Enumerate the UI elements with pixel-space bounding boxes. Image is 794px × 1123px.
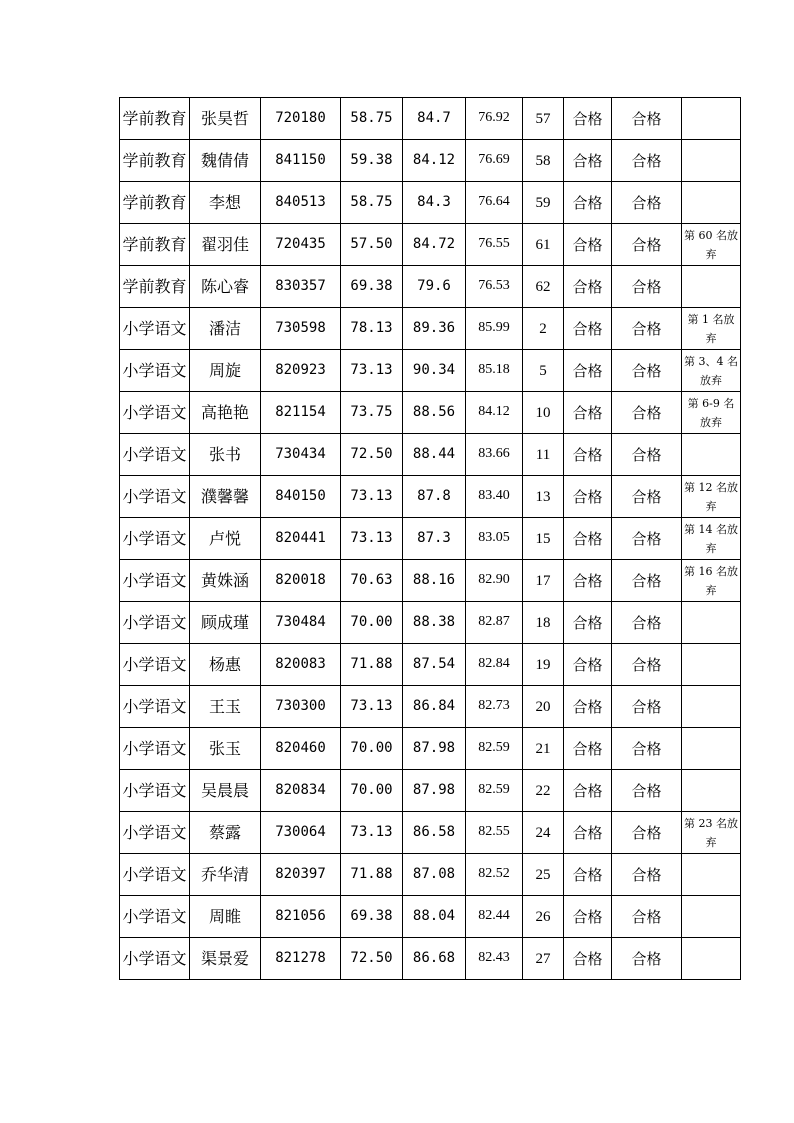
remark-cell: 第 16 名放弃 [682,560,741,602]
total-score-cell: 76.53 [466,266,523,308]
rank-cell: 19 [523,644,564,686]
exam-id-cell: 820397 [261,854,341,896]
written-score-cell: 71.88 [341,644,403,686]
name-cell: 陈心睿 [190,266,261,308]
name-cell: 周睢 [190,896,261,938]
remark-cell [682,770,741,812]
subject-cell: 学前教育 [120,140,190,182]
total-score-cell: 76.64 [466,182,523,224]
inspection-cell: 合格 [612,308,682,350]
exam-id-cell: 840150 [261,476,341,518]
physical-exam-cell: 合格 [564,560,612,602]
exam-id-cell: 730064 [261,812,341,854]
rank-cell: 18 [523,602,564,644]
inspection-cell: 合格 [612,812,682,854]
written-score-cell: 69.38 [341,896,403,938]
name-cell: 李想 [190,182,261,224]
total-score-cell: 82.43 [466,938,523,980]
written-score-cell: 57.50 [341,224,403,266]
subject-cell: 小学语文 [120,518,190,560]
exam-id-cell: 830357 [261,266,341,308]
subject-cell: 小学语文 [120,602,190,644]
name-cell: 王玉 [190,686,261,728]
name-cell: 杨惠 [190,644,261,686]
name-cell: 周旋 [190,350,261,392]
exam-id-cell: 820018 [261,560,341,602]
written-score-cell: 72.50 [341,434,403,476]
remark-cell [682,434,741,476]
exam-id-cell: 730300 [261,686,341,728]
rank-cell: 62 [523,266,564,308]
physical-exam-cell: 合格 [564,518,612,560]
subject-cell: 小学语文 [120,350,190,392]
name-cell: 蔡露 [190,812,261,854]
physical-exam-cell: 合格 [564,602,612,644]
subject-cell: 小学语文 [120,938,190,980]
interview-score-cell: 88.56 [403,392,466,434]
exam-id-cell: 820834 [261,770,341,812]
inspection-cell: 合格 [612,224,682,266]
name-cell: 卢悦 [190,518,261,560]
name-cell: 张书 [190,434,261,476]
table-row [120,938,741,980]
table-row [120,434,741,476]
remark-cell: 第 3、4 名放弃 [682,350,741,392]
name-cell: 濮馨馨 [190,476,261,518]
total-score-cell: 83.40 [466,476,523,518]
physical-exam-cell: 合格 [564,812,612,854]
remark-cell [682,98,741,140]
physical-exam-cell: 合格 [564,224,612,266]
rank-cell: 17 [523,560,564,602]
remark-cell: 第 12 名放弃 [682,476,741,518]
inspection-cell: 合格 [612,182,682,224]
table-row [120,560,741,602]
total-score-cell: 76.69 [466,140,523,182]
subject-cell: 小学语文 [120,896,190,938]
remark-cell [682,140,741,182]
exam-id-cell: 820083 [261,644,341,686]
inspection-cell: 合格 [612,434,682,476]
table-row [120,896,741,938]
inspection-cell: 合格 [612,602,682,644]
inspection-cell: 合格 [612,350,682,392]
physical-exam-cell: 合格 [564,98,612,140]
exam-id-cell: 730484 [261,602,341,644]
remark-cell: 第 1 名放弃 [682,308,741,350]
table-row [120,644,741,686]
rank-cell: 13 [523,476,564,518]
exam-id-cell: 840513 [261,182,341,224]
physical-exam-cell: 合格 [564,266,612,308]
interview-score-cell: 88.44 [403,434,466,476]
table-row [120,308,741,350]
name-cell: 黄姝涵 [190,560,261,602]
physical-exam-cell: 合格 [564,392,612,434]
rank-cell: 58 [523,140,564,182]
written-score-cell: 58.75 [341,98,403,140]
interview-score-cell: 84.7 [403,98,466,140]
remark-cell [682,686,741,728]
interview-score-cell: 84.72 [403,224,466,266]
interview-score-cell: 87.3 [403,518,466,560]
rank-cell: 15 [523,518,564,560]
written-score-cell: 70.00 [341,602,403,644]
exam-id-cell: 841150 [261,140,341,182]
table-row [120,686,741,728]
exam-id-cell: 720435 [261,224,341,266]
table-row [120,182,741,224]
subject-cell: 小学语文 [120,644,190,686]
table-row [120,266,741,308]
physical-exam-cell: 合格 [564,182,612,224]
inspection-cell: 合格 [612,644,682,686]
table-row [120,602,741,644]
interview-score-cell: 90.34 [403,350,466,392]
written-score-cell: 73.13 [341,812,403,854]
total-score-cell: 82.55 [466,812,523,854]
physical-exam-cell: 合格 [564,770,612,812]
rank-cell: 22 [523,770,564,812]
physical-exam-cell: 合格 [564,728,612,770]
written-score-cell: 70.00 [341,770,403,812]
name-cell: 乔华清 [190,854,261,896]
physical-exam-cell: 合格 [564,938,612,980]
total-score-cell: 83.66 [466,434,523,476]
remark-cell [682,854,741,896]
table-row [120,728,741,770]
subject-cell: 学前教育 [120,182,190,224]
name-cell: 吴晨晨 [190,770,261,812]
total-score-cell: 82.59 [466,770,523,812]
subject-cell: 小学语文 [120,560,190,602]
written-score-cell: 73.13 [341,350,403,392]
inspection-cell: 合格 [612,560,682,602]
total-score-cell: 82.87 [466,602,523,644]
rank-cell: 10 [523,392,564,434]
physical-exam-cell: 合格 [564,140,612,182]
name-cell: 潘洁 [190,308,261,350]
interview-score-cell: 89.36 [403,308,466,350]
physical-exam-cell: 合格 [564,434,612,476]
interview-score-cell: 79.6 [403,266,466,308]
exam-id-cell: 730598 [261,308,341,350]
subject-cell: 小学语文 [120,686,190,728]
written-score-cell: 59.38 [341,140,403,182]
name-cell: 张玉 [190,728,261,770]
remark-cell [682,896,741,938]
written-score-cell: 72.50 [341,938,403,980]
inspection-cell: 合格 [612,98,682,140]
remark-cell [682,266,741,308]
rank-cell: 20 [523,686,564,728]
exam-id-cell: 720180 [261,98,341,140]
written-score-cell: 70.63 [341,560,403,602]
interview-score-cell: 86.68 [403,938,466,980]
written-score-cell: 70.00 [341,728,403,770]
rank-cell: 59 [523,182,564,224]
rank-cell: 27 [523,938,564,980]
exam-id-cell: 821154 [261,392,341,434]
subject-cell: 学前教育 [120,224,190,266]
table-body [120,98,741,980]
interview-score-cell: 87.98 [403,728,466,770]
subject-cell: 小学语文 [120,812,190,854]
total-score-cell: 82.84 [466,644,523,686]
inspection-cell: 合格 [612,728,682,770]
name-cell: 魏倩倩 [190,140,261,182]
inspection-cell: 合格 [612,392,682,434]
total-score-cell: 76.92 [466,98,523,140]
physical-exam-cell: 合格 [564,854,612,896]
subject-cell: 学前教育 [120,98,190,140]
total-score-cell: 84.12 [466,392,523,434]
remark-cell [682,938,741,980]
table-row [120,224,741,266]
exam-id-cell: 821056 [261,896,341,938]
rank-cell: 61 [523,224,564,266]
table-row [120,98,741,140]
remark-cell: 第 14 名放弃 [682,518,741,560]
inspection-cell: 合格 [612,476,682,518]
subject-cell: 小学语文 [120,476,190,518]
table-row [120,476,741,518]
total-score-cell: 85.18 [466,350,523,392]
interview-score-cell: 88.38 [403,602,466,644]
written-score-cell: 73.13 [341,518,403,560]
inspection-cell: 合格 [612,770,682,812]
interview-score-cell: 87.08 [403,854,466,896]
table-row [120,350,741,392]
rank-cell: 2 [523,308,564,350]
subject-cell: 小学语文 [120,308,190,350]
remark-cell: 第 6-9 名放弃 [682,392,741,434]
written-score-cell: 73.13 [341,476,403,518]
rank-cell: 5 [523,350,564,392]
physical-exam-cell: 合格 [564,644,612,686]
total-score-cell: 82.73 [466,686,523,728]
table-row [120,812,741,854]
total-score-cell: 82.44 [466,896,523,938]
subject-cell: 学前教育 [120,266,190,308]
physical-exam-cell: 合格 [564,308,612,350]
remark-cell [682,602,741,644]
table-row [120,854,741,896]
inspection-cell: 合格 [612,140,682,182]
subject-cell: 小学语文 [120,728,190,770]
inspection-cell: 合格 [612,686,682,728]
inspection-cell: 合格 [612,938,682,980]
written-score-cell: 58.75 [341,182,403,224]
name-cell: 高艳艳 [190,392,261,434]
physical-exam-cell: 合格 [564,476,612,518]
written-score-cell: 78.13 [341,308,403,350]
interview-score-cell: 87.98 [403,770,466,812]
interview-score-cell: 86.58 [403,812,466,854]
table-row [120,392,741,434]
exam-id-cell: 820441 [261,518,341,560]
interview-score-cell: 87.8 [403,476,466,518]
subject-cell: 小学语文 [120,770,190,812]
total-score-cell: 82.90 [466,560,523,602]
written-score-cell: 73.75 [341,392,403,434]
exam-id-cell: 730434 [261,434,341,476]
subject-cell: 小学语文 [120,434,190,476]
name-cell: 渠景爱 [190,938,261,980]
exam-id-cell: 821278 [261,938,341,980]
total-score-cell: 76.55 [466,224,523,266]
exam-id-cell: 820460 [261,728,341,770]
total-score-cell: 85.99 [466,308,523,350]
results-table [119,97,741,980]
interview-score-cell: 88.16 [403,560,466,602]
interview-score-cell: 84.3 [403,182,466,224]
total-score-cell: 82.52 [466,854,523,896]
subject-cell: 小学语文 [120,392,190,434]
name-cell: 翟羽佳 [190,224,261,266]
rank-cell: 11 [523,434,564,476]
written-score-cell: 71.88 [341,854,403,896]
written-score-cell: 69.38 [341,266,403,308]
rank-cell: 25 [523,854,564,896]
remark-cell: 第 60 名放弃 [682,224,741,266]
interview-score-cell: 86.84 [403,686,466,728]
remark-cell [682,644,741,686]
total-score-cell: 83.05 [466,518,523,560]
inspection-cell: 合格 [612,854,682,896]
remark-cell [682,182,741,224]
table-row [120,140,741,182]
table-row [120,770,741,812]
physical-exam-cell: 合格 [564,686,612,728]
physical-exam-cell: 合格 [564,896,612,938]
written-score-cell: 73.13 [341,686,403,728]
inspection-cell: 合格 [612,266,682,308]
interview-score-cell: 88.04 [403,896,466,938]
subject-cell: 小学语文 [120,854,190,896]
rank-cell: 21 [523,728,564,770]
name-cell: 顾成瑾 [190,602,261,644]
interview-score-cell: 84.12 [403,140,466,182]
physical-exam-cell: 合格 [564,350,612,392]
rank-cell: 24 [523,812,564,854]
inspection-cell: 合格 [612,896,682,938]
table-row [120,518,741,560]
rank-cell: 57 [523,98,564,140]
remark-cell: 第 23 名放弃 [682,812,741,854]
inspection-cell: 合格 [612,518,682,560]
rank-cell: 26 [523,896,564,938]
total-score-cell: 82.59 [466,728,523,770]
remark-cell [682,728,741,770]
interview-score-cell: 87.54 [403,644,466,686]
exam-id-cell: 820923 [261,350,341,392]
name-cell: 张昊哲 [190,98,261,140]
